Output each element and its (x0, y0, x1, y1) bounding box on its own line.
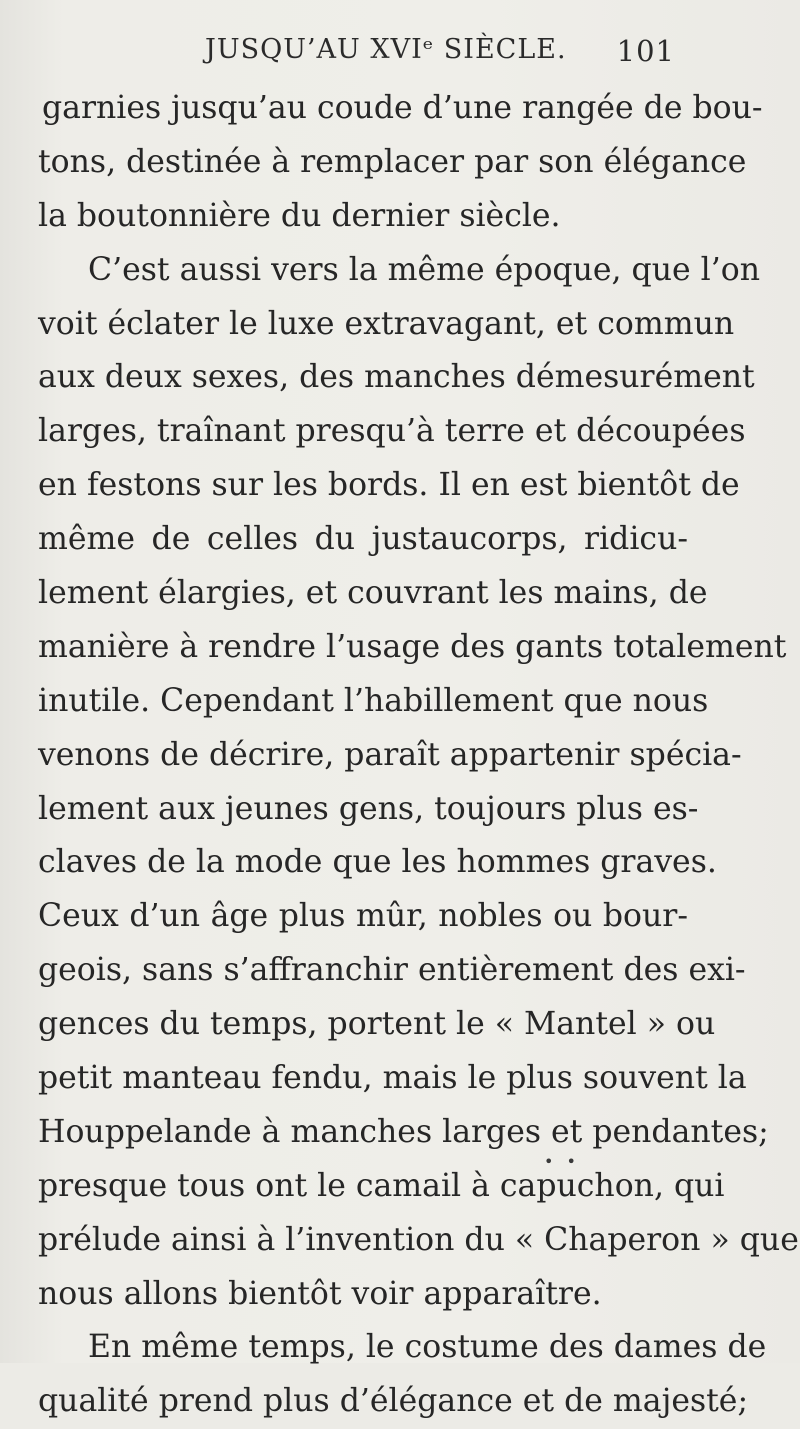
text-line: lement élargies, et couvrant les mains, de (38, 575, 708, 612)
text-line: voit éclater le luxe extravagant, et commun (38, 305, 735, 342)
text-line: inutile. Cependant l’habillement que nous (38, 682, 709, 719)
text-line: aux deux sexes, des manches démesurément (38, 359, 755, 396)
text-line: tons, destinée à remplacer par son élégance (38, 143, 747, 180)
body-text (38, 82, 799, 1429)
text-line: claves de la mode que les hommes graves. (38, 844, 717, 881)
page-number: 101 (616, 34, 675, 68)
text-line: venons de décrire, paraît appartenir spécia- (38, 736, 742, 773)
text-line: manière à rendre l’usage des gants totalement (38, 628, 787, 665)
text-line: C’est aussi vers la même époque, que l’on (88, 251, 760, 288)
text-line: larges, traînant presqu’à terre et découpées (38, 413, 746, 450)
text-line: qualité prend plus d’élégance et de majesté; (38, 1383, 749, 1420)
text-line: petit manteau fendu, mais le plus souvent la (38, 1060, 747, 1097)
text-line: Houppelande à manches larges et pendantes; (38, 1113, 769, 1150)
text-line: nous allons bientôt voir apparaître. (38, 1275, 602, 1312)
text-line: geois, sans s’affranchir entièrement des exi- (38, 952, 746, 989)
text-line: prélude ainsi à l’invention du « Chaperon » que (38, 1221, 799, 1258)
text-line: lement aux jeunes gens, toujours plus es- (38, 790, 699, 827)
page-header (205, 34, 675, 74)
text-line: En même temps, le costume des dames de (88, 1329, 767, 1366)
text-line: gences du temps, portent le « Mantel » ou (38, 1006, 716, 1043)
text-line: presque tous ont le camail à capuchon, qui (38, 1167, 725, 1204)
text-line: même de celles du justaucorps, ridicu- (38, 521, 688, 558)
text-line: Ceux d’un âge plus mûr, nobles ou bour- (38, 898, 688, 935)
text-line: garnies jusqu’au coude d’une rangée de bou- (42, 90, 763, 126)
text-line: en festons sur les bords. Il en est bientôt de (38, 467, 740, 504)
ink-ornament: • • (544, 1152, 580, 1171)
text-line: la boutonnière du dernier siècle. (38, 197, 561, 234)
running-title: JUSQU’AU XVIᵉ SIÈCLE. (205, 34, 567, 65)
